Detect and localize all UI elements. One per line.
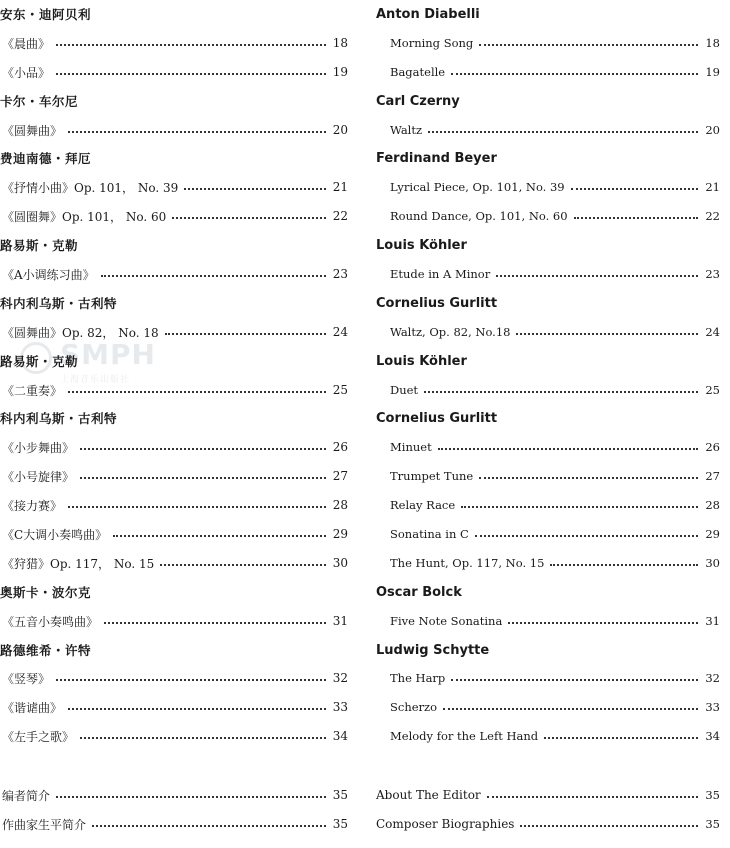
composer-heading: 路易斯・克勒 — [0, 238, 79, 253]
entry-title: Waltz — [390, 123, 423, 137]
page-number: 33 — [332, 700, 348, 714]
dot-leader — [80, 736, 326, 739]
page-number: 34 — [705, 729, 720, 743]
page-number: 18 — [705, 36, 720, 50]
entry-title: 《狩猎》Op. 117， No. 15 — [2, 556, 155, 571]
composer-heading: Cornelius Gurlitt — [376, 410, 498, 426]
dot-leader — [56, 43, 326, 46]
entry-title: 《二重奏》 — [2, 383, 63, 398]
entry-title: About The Editor — [376, 788, 481, 802]
toc-entry — [0, 119, 348, 141]
entry-title: Round Dance, Op. 101, No. 60 — [390, 209, 568, 223]
page-number: 20 — [332, 123, 348, 137]
page-number: 31 — [705, 614, 720, 628]
dot-leader — [68, 505, 326, 508]
page-number: 35 — [332, 788, 348, 802]
toc-entry — [376, 119, 720, 141]
dot-leader — [172, 216, 326, 219]
composer-heading: Oscar Bolck — [376, 584, 462, 600]
entry-title: Composer Biographies — [376, 817, 515, 831]
page-number: 18 — [332, 36, 348, 50]
page-number: 28 — [705, 498, 720, 512]
page-number: 28 — [332, 498, 348, 512]
composer-heading: 科内利乌斯・古利特 — [0, 411, 118, 426]
page-number: 20 — [705, 123, 720, 137]
dot-leader — [184, 187, 326, 190]
page-number: 24 — [705, 325, 720, 339]
toc-entry — [0, 321, 348, 343]
dot-leader — [508, 621, 698, 624]
composer-heading: 安东・迪阿贝利 — [0, 7, 92, 22]
watermark-brand: SMPH — [60, 338, 156, 371]
page-number: 27 — [705, 469, 720, 483]
dot-leader — [56, 678, 326, 681]
page-number: 22 — [705, 209, 720, 223]
composer-heading: Cornelius Gurlitt — [376, 295, 498, 311]
page-number: 32 — [332, 671, 348, 685]
dot-leader — [496, 274, 698, 277]
dot-leader — [101, 274, 326, 277]
toc-entry — [376, 552, 720, 574]
dot-leader — [68, 130, 326, 133]
composer-heading: 费迪南德・拜厄 — [0, 151, 92, 166]
page-number: 21 — [332, 180, 348, 194]
dot-leader — [475, 534, 698, 537]
toc-entry — [0, 696, 348, 718]
entry-title: 《小品》 — [2, 65, 51, 80]
composer-heading: 科内利乌斯・古利特 — [0, 296, 118, 311]
back-matter-entry — [376, 784, 720, 806]
composer-heading: Carl Czerny — [376, 93, 460, 109]
toc-entry — [376, 32, 720, 54]
toc-entry — [376, 321, 720, 343]
toc-entry — [0, 523, 348, 545]
dot-leader — [438, 447, 698, 450]
entry-title: 《五音小奏鸣曲》 — [2, 614, 99, 629]
entry-title: Five Note Sonatina — [390, 614, 503, 628]
page-number: 19 — [332, 65, 348, 79]
dot-leader — [479, 43, 698, 46]
toc-entry — [376, 667, 720, 689]
entry-title: Morning Song — [390, 36, 474, 50]
composer-heading: 路德维希・许特 — [0, 643, 92, 658]
entry-title: 编者简介 — [2, 788, 51, 803]
entry-title: 《抒情小曲》Op. 101， No. 39 — [2, 180, 179, 195]
entry-title: The Hunt, Op. 117, No. 15 — [390, 556, 545, 570]
entry-title: 《C大调小奏鸣曲》 — [2, 527, 108, 542]
dot-leader — [487, 795, 698, 798]
entry-title: Etude in A Minor — [390, 267, 491, 281]
dot-leader — [68, 707, 326, 710]
toc-entry — [376, 696, 720, 718]
entry-title: Melody for the Left Hand — [390, 729, 539, 743]
dot-leader — [80, 476, 326, 479]
page-number: 29 — [705, 527, 720, 541]
page-number: 35 — [705, 817, 720, 831]
entry-title: Duet — [390, 383, 419, 397]
entry-title: 《圆圈舞》Op. 101， No. 60 — [2, 209, 167, 224]
dot-leader — [428, 130, 698, 133]
toc-entry — [376, 725, 720, 747]
entry-title: 《左手之歌》 — [2, 729, 75, 744]
page-number: 25 — [332, 383, 348, 397]
toc-entry — [0, 61, 348, 83]
entry-title: 《小号旋律》 — [2, 469, 75, 484]
toc-entry — [376, 610, 720, 632]
page-number: 30 — [705, 556, 720, 570]
toc-entry — [0, 436, 348, 458]
dot-leader — [113, 534, 326, 537]
toc-entry — [376, 379, 720, 401]
toc-entry — [0, 263, 348, 285]
toc-entry — [376, 523, 720, 545]
page-number: 31 — [332, 614, 348, 628]
watermark-publisher: 上海音乐出版社 — [60, 375, 131, 385]
dot-leader — [80, 447, 326, 450]
composer-heading: 卡尔・车尔尼 — [0, 94, 79, 109]
entry-title: 《晨曲》 — [2, 36, 51, 51]
dot-leader — [424, 390, 698, 393]
dot-leader — [92, 824, 326, 827]
composer-heading: Louis Köhler — [376, 353, 467, 369]
back-matter-entry — [0, 813, 348, 835]
toc-entry — [376, 176, 720, 198]
entry-title: 《竖琴》 — [2, 671, 51, 686]
page-number: 27 — [332, 469, 348, 483]
back-matter-entry — [376, 813, 720, 835]
dot-leader — [544, 736, 698, 739]
dot-leader — [516, 332, 698, 335]
page-number: 35 — [705, 788, 720, 802]
toc-entry — [0, 725, 348, 747]
dot-leader — [160, 563, 326, 566]
page-number: 22 — [332, 209, 348, 223]
entry-title: 《谐谑曲》 — [2, 700, 63, 715]
toc-entry — [376, 465, 720, 487]
toc-entry — [376, 61, 720, 83]
page-number: 25 — [705, 383, 720, 397]
toc-entry — [0, 610, 348, 632]
entry-title: Minuet — [390, 440, 432, 454]
entry-title: The Harp — [390, 671, 446, 685]
toc-entry — [376, 436, 720, 458]
entry-title: Trumpet Tune — [390, 469, 474, 483]
composer-heading: Anton Diabelli — [376, 6, 480, 22]
dot-leader — [479, 476, 698, 479]
dot-leader — [451, 72, 698, 75]
entry-title: 《接力赛》 — [2, 498, 63, 513]
dot-leader — [56, 795, 326, 798]
page-number: 21 — [705, 180, 720, 194]
entry-title: Bagatelle — [390, 65, 446, 79]
entry-title: 《圆舞曲》Op. 82， No. 18 — [2, 325, 159, 340]
entry-title: 《圆舞曲》 — [2, 123, 63, 138]
toc-entry — [0, 667, 348, 689]
page-number: 33 — [705, 700, 720, 714]
page-number: 29 — [332, 527, 348, 541]
dot-leader — [520, 824, 698, 827]
composer-heading: Ludwig Schytte — [376, 642, 490, 658]
back-matter-entry — [0, 784, 348, 806]
page-number: 34 — [332, 729, 348, 743]
page-number: 24 — [332, 325, 348, 339]
dot-leader — [461, 505, 698, 508]
dot-leader — [104, 621, 326, 624]
page-number: 23 — [705, 267, 720, 281]
toc-entry — [0, 465, 348, 487]
entry-title: Waltz, Op. 82, No.18 — [390, 325, 511, 339]
toc-entry — [0, 552, 348, 574]
dot-leader — [68, 390, 326, 393]
dot-leader — [56, 72, 326, 75]
page-number: 26 — [332, 440, 348, 454]
page-number: 32 — [705, 671, 720, 685]
toc-entry — [376, 494, 720, 516]
dot-leader — [574, 216, 698, 219]
entry-title: Sonatina in C — [390, 527, 469, 541]
entry-title: Lyrical Piece, Op. 101, No. 39 — [390, 180, 565, 194]
toc-entry — [376, 205, 720, 227]
toc-entry — [376, 263, 720, 285]
page-number: 30 — [332, 556, 348, 570]
dot-leader — [451, 678, 698, 681]
page-number: 23 — [332, 267, 348, 281]
composer-heading: Louis Köhler — [376, 237, 467, 253]
dot-leader — [165, 332, 326, 335]
composer-heading: 路易斯・克勒 — [0, 354, 79, 369]
entry-title: 《小步舞曲》 — [2, 440, 75, 455]
toc-entry — [0, 32, 348, 54]
toc-entry — [0, 176, 348, 198]
dot-leader — [550, 563, 698, 566]
page-number: 19 — [705, 65, 720, 79]
dot-leader — [443, 707, 698, 710]
entry-title: 《A小调练习曲》 — [2, 267, 95, 282]
composer-heading: Ferdinand Beyer — [376, 150, 497, 166]
toc-entry — [0, 205, 348, 227]
entry-title: Scherzo — [390, 700, 438, 714]
entry-title: Relay Race — [390, 498, 456, 512]
toc-entry — [0, 379, 348, 401]
dot-leader — [571, 187, 698, 190]
page-number: 35 — [332, 817, 348, 831]
composer-heading: 奥斯卡・波尔克 — [0, 585, 92, 600]
toc-entry — [0, 494, 348, 516]
page-number: 26 — [705, 440, 720, 454]
entry-title: 作曲家生平简介 — [2, 817, 87, 832]
